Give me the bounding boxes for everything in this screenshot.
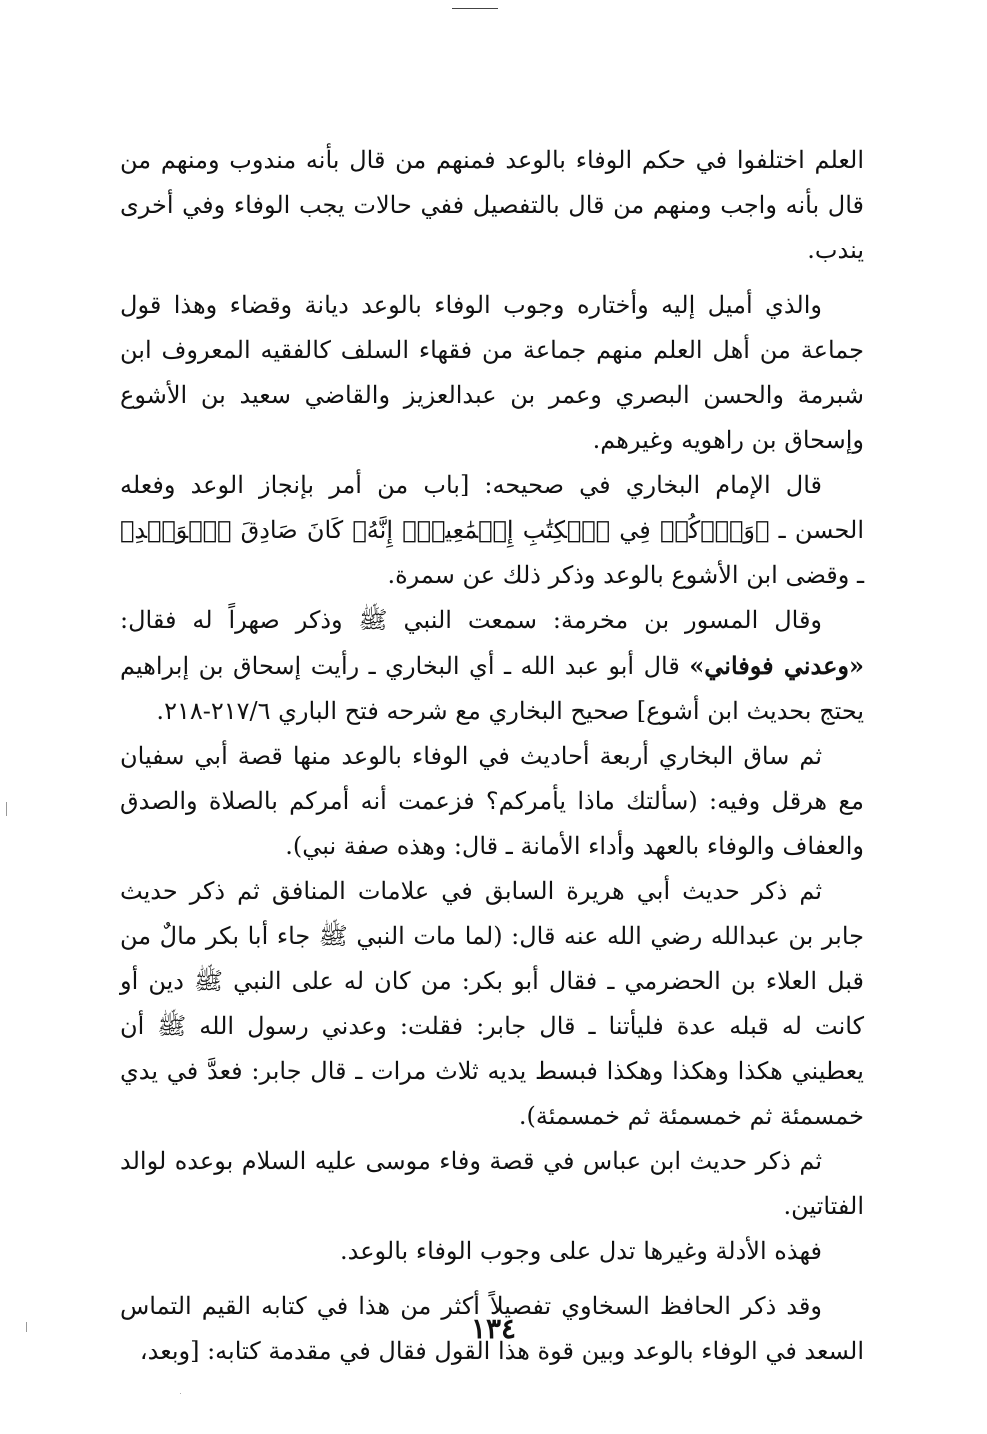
- paragraph-4-text-before: وقال المسور بن مخرمة: سمعت النبي ﷺ وذكر صهراً له فقال:: [120, 606, 823, 634]
- scan-dot: [180, 1393, 181, 1394]
- page-body: [120, 138, 864, 1374]
- paragraph-5: ثم ساق البخاري أربعة أحاديث في الوفاء بالوعد منها قصة أبي سفيان مع هرقل وفيه: (سألتك ماذا يأمركم؟ فزعمت أنه أمركم بالصلاة والصدق والعفاف والوفاء بالعهد وأداء الأمانة ـ قال: وهذه صفة نبي).: [120, 742, 864, 860]
- paragraph-7: ثم ذكر حديث ابن عباس في قصة وفاء موسى عليه السلام بوعده لوالد الفتاتين.: [120, 1147, 864, 1220]
- paragraph-9: وقد ذكر الحافظ السخاوي تفصيلاً أكثر من هذا في كتابه القيم التماس السعد في الوفاء بالوعد وبين قوة هذا القول فقال في مقدمة كتابه: [وبعد،: [120, 1292, 864, 1365]
- paragraph-2: والذي أميل إليه وأختاره وجوب الوفاء بالوعد ديانة وقضاء وهذا قول جماعة من أهل العلم منهم جماعة من فقهاء السلف كالفقيه المعروف ابن شبرمة والحسن البصري وعمر بن عبدالعزيز والقاضي سعيد بن الأشوع وإسحاق بن راهويه وغيرهم.: [120, 291, 864, 454]
- paragraph-6: ثم ذكر حديث أبي هريرة السابق في علامات المنافق ثم ذكر حديث جابر بن عبدالله رضي الله عنه قال: (لما مات النبي ﷺ جاء أبا بكر مالٌ من قبل العلاء بن الحضرمي ـ فقال أبو بكر: من كان له على النبي ﷺ دين أو كانت له قبله عدة فليأتنا ـ قال جابر: فقلت: وعدني رسول الله ﷺ أن يعطيني هكذا وهكذا وهكذا فبسط يديه ثلاث مرات ـ قال جابر: فعدَّ في يدي خمسمئة ثم خمسمئة ثم خمسمئة).: [120, 877, 864, 1130]
- paragraph-1: العلم اختلفوا في حكم الوفاء بالوعد فمنهم من قال بأنه مندوب ومنهم من قال بأنه واجب ومنهم من قال بالتفصيل ففي حالات يجب الوفاء وفي أخرى يندب.: [120, 146, 864, 264]
- page-number: ١٣٤: [470, 1312, 517, 1345]
- scan-mark: [6, 802, 7, 816]
- top-rule: [452, 8, 498, 9]
- paragraph-4-text-after: قال أبو عبد الله ـ أي البخاري ـ رأيت إسحاق بن إبراهيم يحتج بحديث ابن أشوع] صحيح البخاري مع شرحه فتح الباري ٢١٧/٦-٢١٨.: [120, 652, 864, 725]
- paragraph-4: [120, 598, 864, 734]
- paragraph-8: فهذه الأدلة وغيرها تدل على وجوب الوفاء بالوعد.: [339, 1237, 822, 1265]
- paragraph-3: قال الإمام البخاري في صحيحه: [باب من أمر بإنجاز الوعد وفعله الحسن ـ ﴿وَٱذۡكُرۡ فِي ٱلۡكِتَٰبِ إِسۡمَٰعِيلَۚ إِنَّهُۥ كَانَ صَادِقَ ٱلۡوَعۡدِ﴾ ـ وقضى ابن الأشوع بالوعد وذكر ذلك عن سمرة.: [120, 471, 864, 589]
- paragraph-4-bold-quote: «وعدني فوفاني»: [689, 651, 865, 680]
